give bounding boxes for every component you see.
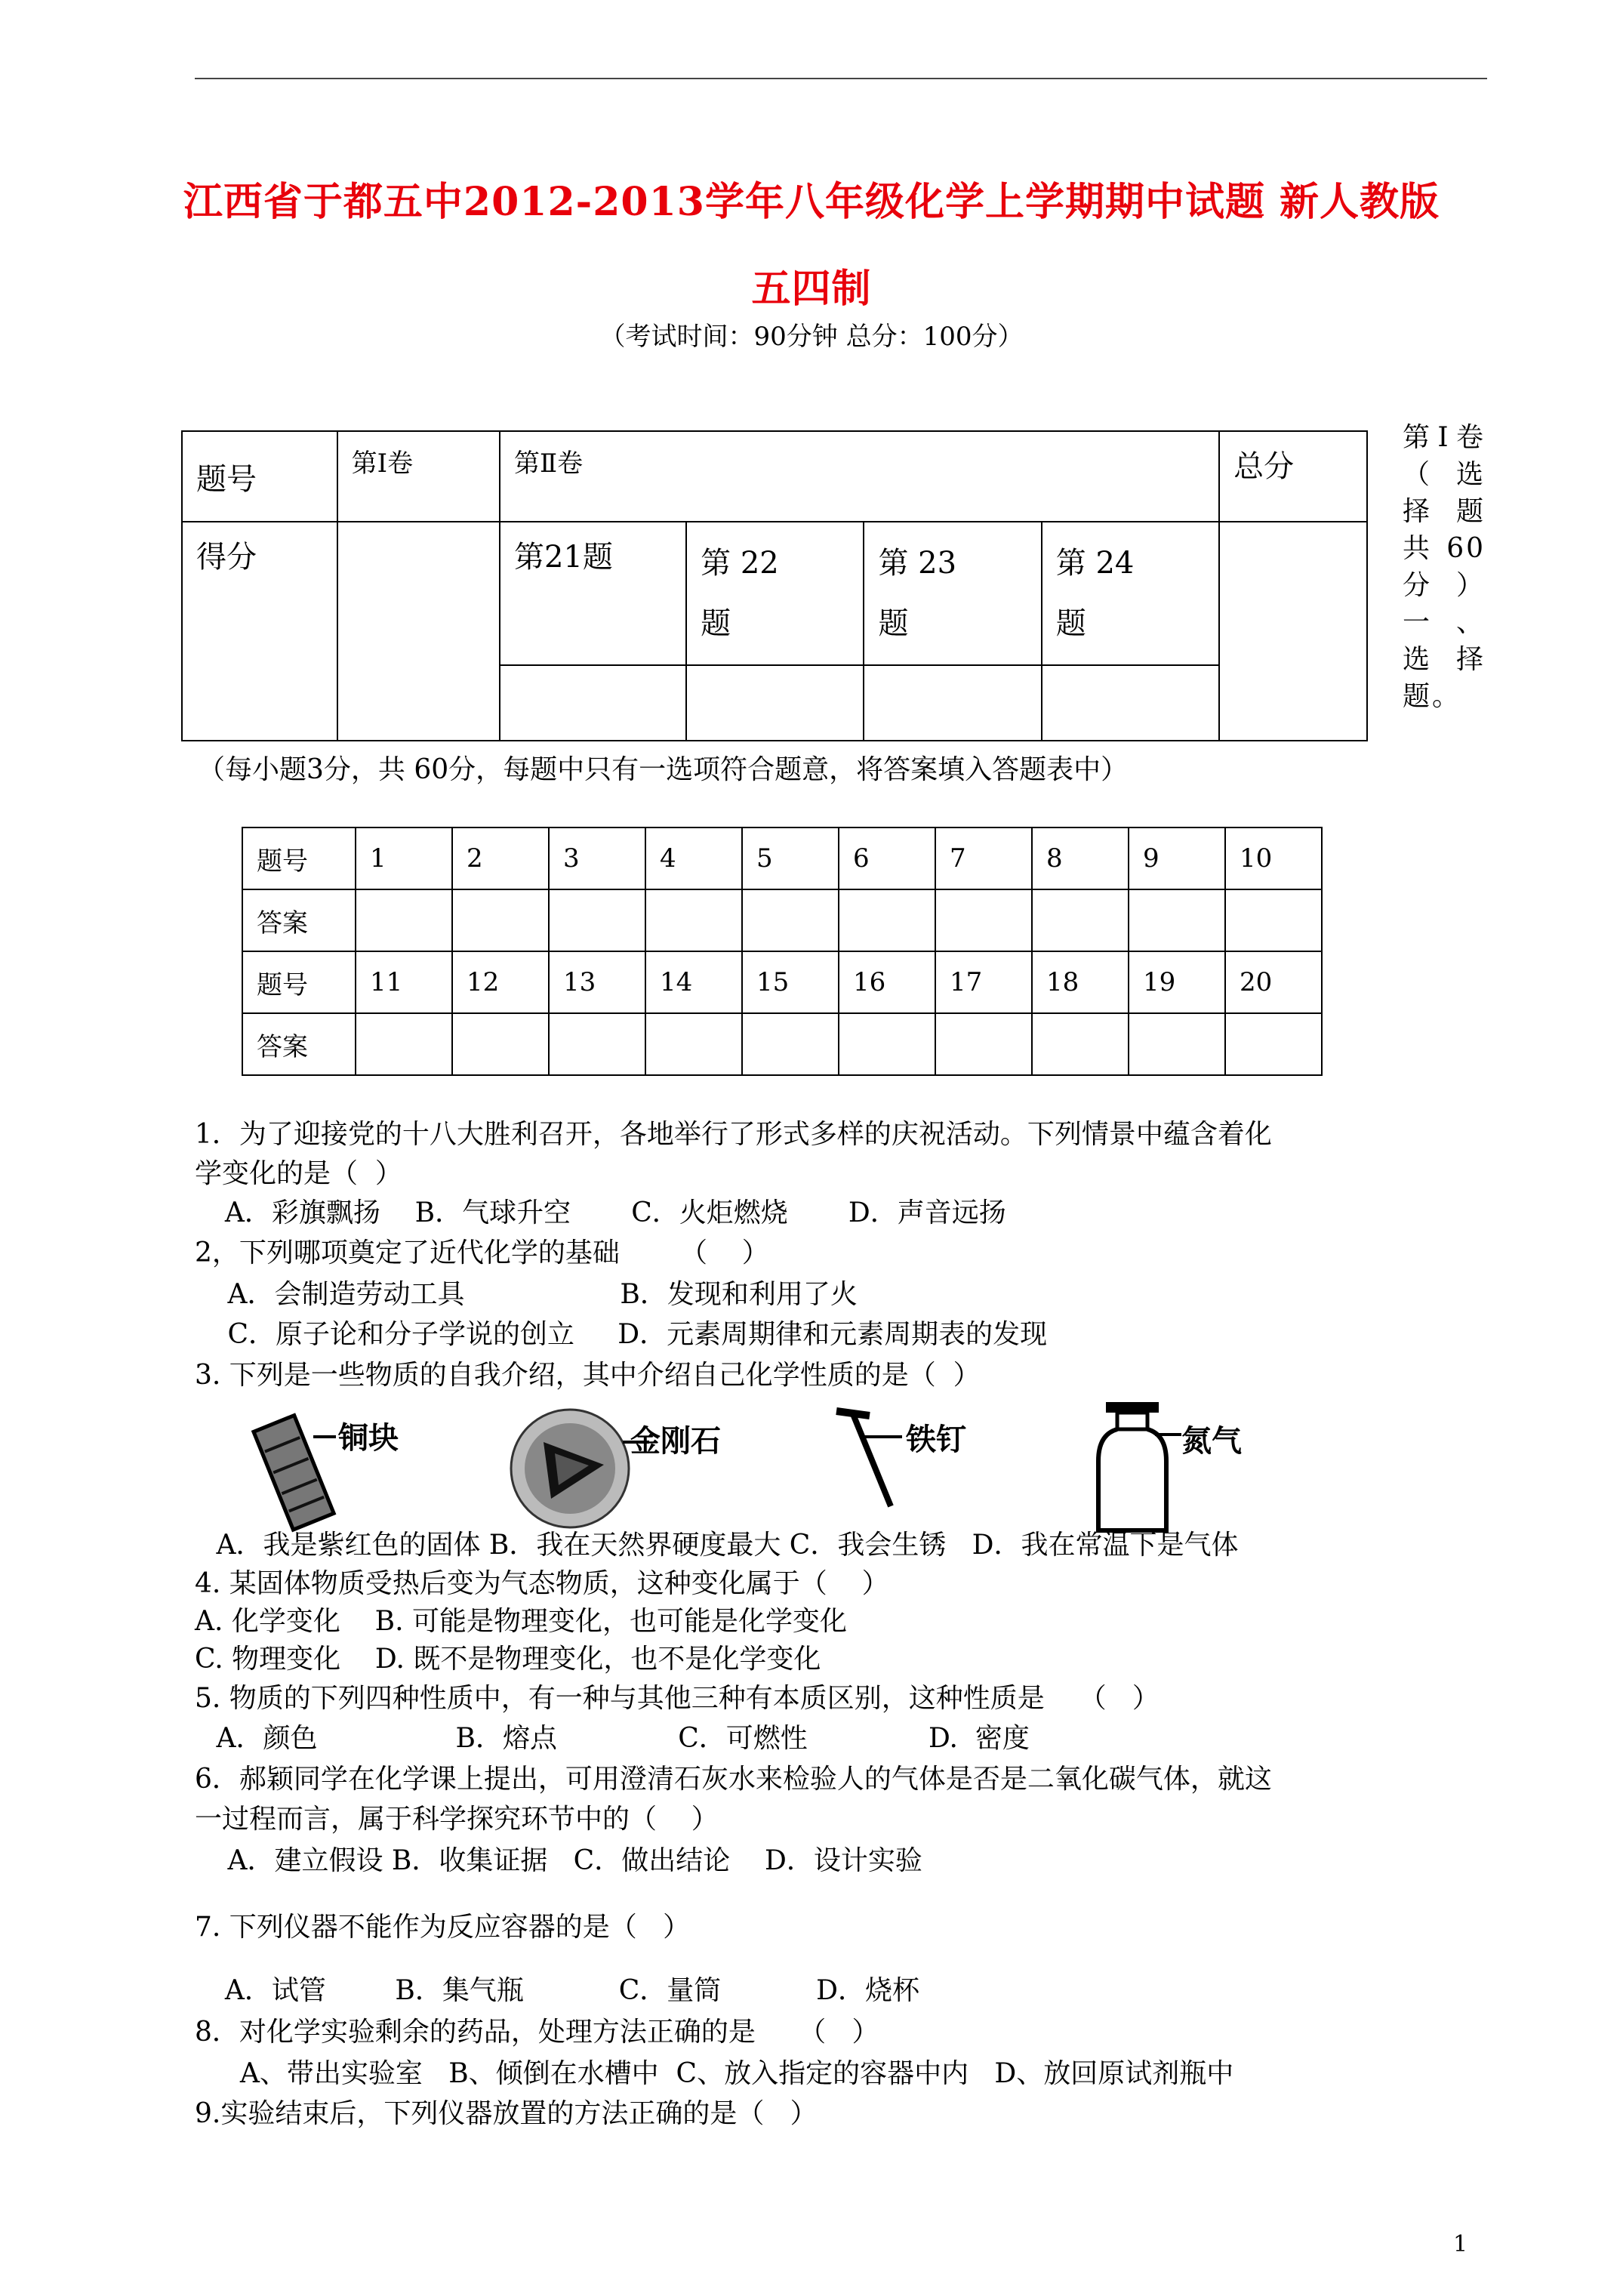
answer-cell bbox=[1129, 1013, 1225, 1075]
answer-cell bbox=[1032, 889, 1129, 951]
question-9-stem: 9.实验结束后，下列仪器放置的方法正确的是（ ） bbox=[195, 2098, 818, 2129]
answer-cell bbox=[1032, 1013, 1129, 1075]
question-5-options: A．颜色 B．熔点 C．可燃性 D. 密度 bbox=[208, 1723, 1030, 1754]
score-table-part1-cell bbox=[337, 522, 500, 741]
qnum-cell: 10 bbox=[1225, 827, 1322, 889]
qnum-cell: 12 bbox=[452, 951, 549, 1013]
answer-table-label-no: 题号 bbox=[242, 827, 356, 889]
score-cell-q24 bbox=[1042, 665, 1219, 741]
qnum-cell: 7 bbox=[935, 827, 1032, 889]
qnum-cell: 16 bbox=[839, 951, 935, 1013]
question-6-stem-cont: 一过程而言，属于科学探究环节中的（ ） bbox=[195, 1804, 719, 1835]
question-2-options-ab: A．会制造劳动工具 B．发现和利用了火 bbox=[219, 1279, 858, 1310]
answer-table-label-no: 题号 bbox=[242, 951, 356, 1013]
header-rule bbox=[195, 78, 1487, 79]
answer-cell bbox=[452, 1013, 549, 1075]
score-table-q21: 第21题 bbox=[500, 522, 686, 665]
score-cell-q23 bbox=[864, 665, 1041, 741]
qnum-cell: 3 bbox=[549, 827, 645, 889]
copper-block-figure bbox=[242, 1401, 415, 1536]
score-table-header-no: 题号 bbox=[182, 431, 337, 522]
figure-label-copper: 铜块 bbox=[338, 1420, 399, 1456]
question-6-options: A．建立假设 B．收集证据 C．做出结论 D．设计实验 bbox=[219, 1845, 922, 1876]
qnum-cell: 19 bbox=[1129, 951, 1225, 1013]
answer-cell bbox=[549, 889, 645, 951]
qnum-cell: 5 bbox=[742, 827, 839, 889]
question-5-stem: 5. 物质的下列四种性质中，有一种与其他三种有本质区别，这种性质是 （ ） bbox=[195, 1683, 1160, 1714]
score-table-total-cell bbox=[1219, 522, 1367, 741]
score-cell-q21 bbox=[500, 665, 686, 741]
answer-table-label-ans: 答案 bbox=[242, 1013, 356, 1075]
question-2-stem: 2，下列哪项奠定了近代化学的基础 （ ） bbox=[195, 1237, 769, 1268]
answer-cell bbox=[549, 1013, 645, 1075]
question-4-stem: 4. 某固体物质受热后变为气态物质，这种变化属于（ ） bbox=[195, 1568, 889, 1599]
question-2-options-cd: C．原子论和分子学说的创立 D．元素周期律和元素周期表的发现 bbox=[219, 1319, 1048, 1350]
score-table-q23: 第 23 题 bbox=[864, 522, 1041, 665]
question-3-options: A．我是紫红色的固体 B．我在天然界硬度最大 C．我会生锈 D．我在常温下是气体 bbox=[208, 1530, 1239, 1561]
question-6-stem: 6．郝颖同学在化学课上提出，可用澄清石灰水来检验人的气体是否是二氧化碳气体，就这 bbox=[195, 1764, 1272, 1795]
gas-bottle-icon bbox=[1091, 1401, 1181, 1536]
question-7-stem: 7. 下列仪器不能作为反应容器的是（ ） bbox=[195, 1912, 691, 1943]
answer-cell bbox=[839, 1013, 935, 1075]
nitrogen-bottle-figure bbox=[1091, 1401, 1287, 1536]
page-number: 1 bbox=[1453, 2231, 1468, 2257]
instruction: （每小题3分，共 60分，每题中只有一选项符合题意，将答案填入答题表中） bbox=[198, 754, 1129, 785]
question-3-stem: 3. 下列是一些物质的自我介绍，其中介绍自己化学性质的是（ ） bbox=[195, 1360, 981, 1391]
figure-label-diamond: 金刚石 bbox=[630, 1423, 721, 1459]
diamond-icon bbox=[498, 1401, 649, 1536]
qnum-cell: 9 bbox=[1129, 827, 1225, 889]
qnum-cell: 4 bbox=[645, 827, 742, 889]
score-table bbox=[181, 430, 1368, 741]
answer-table-label-ans: 答案 bbox=[242, 889, 356, 951]
qnum-cell: 14 bbox=[645, 951, 742, 1013]
qnum-cell: 15 bbox=[742, 951, 839, 1013]
answer-cell bbox=[645, 889, 742, 951]
answer-cell bbox=[935, 889, 1032, 951]
iron-nail-figure bbox=[830, 1401, 1027, 1536]
answer-table bbox=[242, 827, 1323, 1076]
question-4-options-ab: A. 化学变化 B. 可能是物理变化，也可能是化学变化 bbox=[195, 1606, 848, 1637]
qnum-cell: 18 bbox=[1032, 951, 1129, 1013]
score-table-header-total: 总分 bbox=[1219, 431, 1367, 522]
score-table-q22: 第 22 题 bbox=[686, 522, 864, 665]
score-table-header-part1: 第Ⅰ卷 bbox=[337, 431, 500, 522]
qnum-cell: 20 bbox=[1225, 951, 1322, 1013]
question-8-options: A、带出实验室 B、倾倒在水槽中 C、放入指定的容器中内 D、放回原试剂瓶中 bbox=[223, 2058, 1234, 2089]
diamond-figure bbox=[498, 1401, 770, 1536]
question-1-options: A．彩旗飘扬 B．气球升空 C．火炬燃烧 D．声音远扬 bbox=[208, 1197, 1006, 1228]
answer-cell bbox=[839, 889, 935, 951]
score-cell-q22 bbox=[686, 665, 864, 741]
qnum-cell: 17 bbox=[935, 951, 1032, 1013]
side-note: 第Ⅰ卷（选择题共60分）一、选择题。 bbox=[1403, 422, 1486, 712]
answer-cell bbox=[356, 889, 452, 951]
exam-info: （考试时间：90分钟 总分：100分） bbox=[599, 322, 1024, 352]
qnum-cell: 6 bbox=[839, 827, 935, 889]
qnum-cell: 1 bbox=[356, 827, 452, 889]
question-4-options-cd: C. 物理变化 D. 既不是物理变化，也不是化学变化 bbox=[195, 1644, 821, 1675]
qnum-cell: 11 bbox=[356, 951, 452, 1013]
score-table-q24: 第 24 题 bbox=[1042, 522, 1219, 665]
answer-cell bbox=[356, 1013, 452, 1075]
answer-cell bbox=[742, 889, 839, 951]
answer-cell bbox=[742, 1013, 839, 1075]
question-3-figures bbox=[242, 1401, 1600, 1536]
answer-cell bbox=[1225, 1013, 1322, 1075]
question-1-stem-cont: 学变化的是（ ） bbox=[195, 1158, 402, 1189]
document-title-line2: 五四制 bbox=[751, 266, 872, 312]
answer-cell bbox=[1225, 889, 1322, 951]
question-1-stem: 1．为了迎接党的十八大胜利召开，各地举行了形式多样的庆祝活动。下列情景中蕴含着化 bbox=[195, 1119, 1272, 1150]
document-title-line1: 江西省于都五中2012-2013学年八年级化学上学期期中试题 新人教版 bbox=[183, 179, 1440, 225]
answer-cell bbox=[645, 1013, 742, 1075]
qnum-cell: 2 bbox=[452, 827, 549, 889]
qnum-cell: 13 bbox=[549, 951, 645, 1013]
score-table-row-score: 得分 bbox=[182, 522, 337, 741]
question-7-options: A．试管 B．集气瓶 C．量筒 D．烧杯 bbox=[208, 1975, 920, 2006]
question-8-stem: 8．对化学实验剩余的药品，处理方法正确的是 （ ） bbox=[195, 2017, 879, 2048]
score-table-header-part2: 第Ⅱ卷 bbox=[500, 431, 1219, 522]
figure-label-nitrogen: 氮气 bbox=[1181, 1423, 1242, 1459]
qnum-cell: 8 bbox=[1032, 827, 1129, 889]
answer-cell bbox=[452, 889, 549, 951]
answer-cell bbox=[1129, 889, 1225, 951]
answer-cell bbox=[935, 1013, 1032, 1075]
figure-label-nail: 铁钉 bbox=[906, 1422, 966, 1457]
